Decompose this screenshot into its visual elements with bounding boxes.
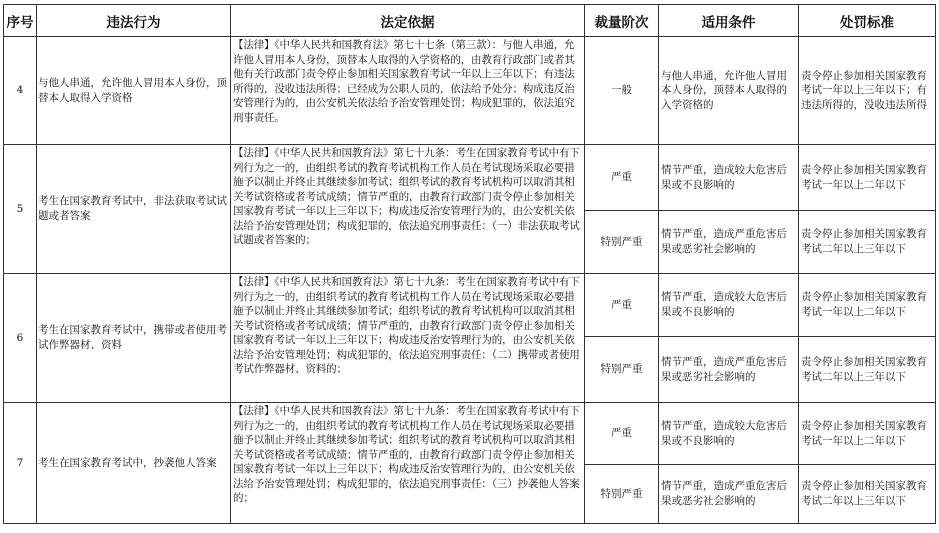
legal-basis: 【法律】《中华人民共和国教育法》第七十九条：考生在国家教育考试中有下列行为之一的，由组织考试的教育考试机构工作人员在考试现场采取必要措施予以制止并终止其继续参加考试；组织考试的教育考试机构可以取消其相关考试资格或者考试成绩；情节严重的，由教育行政部门责令停止参加相关国家教育考试一年以上三年以下；构成违反治安管理行为的，由公安机关依法给予治安管理处罚；构成犯罪的，依法追究刑事责任：（二）携带或者使用考试作弊器材、资料的； (231, 274, 585, 403)
discretion-level: 严重 (585, 274, 659, 337)
row-number: 6 (4, 274, 37, 403)
header-basis: 法定依据 (231, 5, 585, 37)
penalty-standard: 责令停止参加相关国家教育考试一年以上二年以下 (799, 403, 936, 465)
discretion-level: 严重 (585, 403, 659, 465)
discretion-level: 严重 (585, 145, 659, 211)
violation-act: 考生在国家教育考试中，携带或者使用考试作弊器材、资料 (37, 274, 231, 403)
penalty-standard: 责令停止参加相关国家教育考试二年以上三年以下 (799, 465, 936, 524)
penalty-standards-table (3, 4, 936, 524)
applicable-condition: 情节严重，造成较大危害后果或不良影响的 (659, 274, 799, 337)
penalty-standard: 责令停止参加相关国家教育考试一年以上二年以下 (799, 145, 936, 211)
legal-basis: 【法律】《中华人民共和国教育法》第七十九条：考生在国家教育考试中有下列行为之一的，由组织考试的教育考试机构工作人员在考试现场采取必要措施予以制止并终止其继续参加考试；组织考试的教育考试机构可以取消其相关考试资格或者考试成绩；情节严重的，由教育行政部门责令停止参加相关国家教育考试一年以上三年以下；构成违反治安管理行为的，由公安机关依法给予治安管理处罚；构成犯罪的，依法追究刑事责任：（一）非法获取考试试题或者答案的； (231, 145, 585, 274)
penalty-standard: 责令停止参加相关国家教育考试一年以上三年以下；有违法所得的，没收违法所得 (799, 37, 936, 145)
header-level: 裁量阶次 (585, 5, 659, 37)
discretion-level: 特别严重 (585, 465, 659, 524)
applicable-condition: 情节严重，造成严重危害后果或恶劣社会影响的 (659, 465, 799, 524)
header-condition: 适用条件 (659, 5, 799, 37)
row-number: 7 (4, 403, 37, 524)
table-row (4, 37, 936, 145)
penalty-standard: 责令停止参加相关国家教育考试二年以上三年以下 (799, 337, 936, 403)
applicable-condition: 情节严重，造成严重危害后果或恶劣社会影响的 (659, 337, 799, 403)
table-row (4, 145, 936, 211)
discretion-level: 特别严重 (585, 211, 659, 274)
row-number: 5 (4, 145, 37, 274)
legal-basis: 【法律】《中华人民共和国教育法》第七十九条：考生在国家教育考试中有下列行为之一的，由组织考试的教育考试机构工作人员在考试现场采取必要措施予以制止并终止其继续参加考试；组织考试的教育考试机构可以取消其相关考试资格或者考试成绩；情节严重的，由教育行政部门责令停止参加相关国家教育考试一年以上三年以下；构成违反治安管理行为的，由公安机关依法给予治安管理处罚；构成犯罪的，依法追究刑事责任：（三）抄袭他人答案的； (231, 403, 585, 524)
discretion-level: 特别严重 (585, 337, 659, 403)
discretion-level: 一般 (585, 37, 659, 145)
applicable-condition: 情节严重，造成严重危害后果或恶劣社会影响的 (659, 211, 799, 274)
row-number: 4 (4, 37, 37, 145)
header-act: 违法行为 (37, 5, 231, 37)
table-row (4, 274, 936, 337)
header-penalty: 处罚标准 (799, 5, 936, 37)
violation-act: 考生在国家教育考试中，非法获取考试试题或者答案 (37, 145, 231, 274)
violation-act: 与他人串通，允许他人冒用本人身份，顶替本人取得入学资格 (37, 37, 231, 145)
header-row (4, 5, 936, 37)
applicable-condition: 与他人串通，允许他人冒用本人身份，顶替本人取得的入学资格的 (659, 37, 799, 145)
table-row (4, 403, 936, 465)
violation-act: 考生在国家教育考试中，抄袭他人答案 (37, 403, 231, 524)
legal-basis: 【法律】《中华人民共和国教育法》第七十七条（第三款）：与他人串通，允许他人冒用本人身份，顶替本人取得的入学资格的，由教育行政部门或者其他有关行政部门责令停止参加相关国家教育考试一年以上三年以下；有违法所得的，没收违法所得；已经成为公职人员的，依法给予处分；构成违反治安管理行为的，由公安机关依法给予治安管理处罚；构成犯罪的，依法追究刑事责任。 (231, 37, 585, 145)
penalty-standard: 责令停止参加相关国家教育考试二年以上三年以下 (799, 211, 936, 274)
penalty-standard: 责令停止参加相关国家教育考试一年以上二年以下 (799, 274, 936, 337)
applicable-condition: 情节严重，造成较大危害后果或不良影响的 (659, 145, 799, 211)
applicable-condition: 情节严重，造成较大危害后果或不良影响的 (659, 403, 799, 465)
header-no: 序号 (4, 5, 37, 37)
